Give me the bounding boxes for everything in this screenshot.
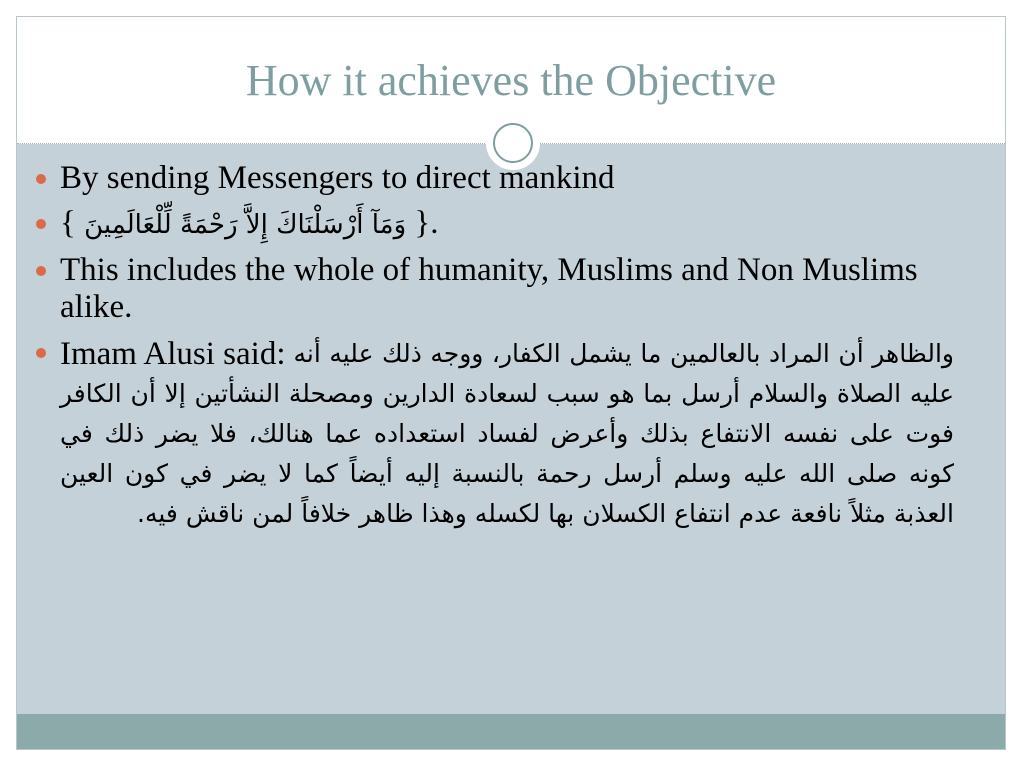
bullet-dot-icon <box>36 174 46 184</box>
circle-ornament-inner <box>493 123 533 163</box>
quote-block <box>60 334 954 534</box>
bullet-item-verse <box>36 205 954 244</box>
quote-lead: Imam Alusi said: <box>60 336 286 372</box>
slide-title: How it achieves the Objective <box>245 56 777 105</box>
verse-prefix: { <box>60 205 85 241</box>
bullet-dot-icon <box>36 266 46 276</box>
bullet-item <box>36 160 954 197</box>
bullet-text: By sending Messengers to direct mankind <box>60 160 615 196</box>
verse-suffix: }. <box>406 205 439 241</box>
bullet-dot-icon <box>36 219 46 229</box>
bullet-list <box>36 160 954 542</box>
bullet-item <box>36 252 954 326</box>
quote-arabic: والظاهر أن المراد بالعالمين ما يشمل الكفار، ووجه ذلك عليه أنه عليه الصلاة والسلام أرسل بما هو سبب لسعادة الدارين ومصحلة النشأتين إلا أن الكافر فوت على نفسه الانتفاع بذلك وأعرض لفساد استعداده عما هنالك، فلا يضر ذلك في كونه صلى الله عليه وسلم أرسل رحمة بالنسبة إليه أيضاً كما لا يضر في كون العين العذبة مثلاً نافعة عدم انتفاع الكسلان بها لكسله وهذا ظاهر خلافاً لمن ناقش فيه. <box>60 339 954 528</box>
footer-bar <box>17 714 1005 749</box>
verse-arabic: وَمَآ أَرْسَلْنَاكَ إِلاَّ رَحْمَةً لِّلْعَالَمِينَ <box>84 210 407 240</box>
bullet-dot-icon <box>36 348 46 358</box>
bullet-item-quote <box>36 334 954 534</box>
bullet-text: This includes the whole of humanity, Muslims and Non Muslims alike. <box>60 252 918 325</box>
